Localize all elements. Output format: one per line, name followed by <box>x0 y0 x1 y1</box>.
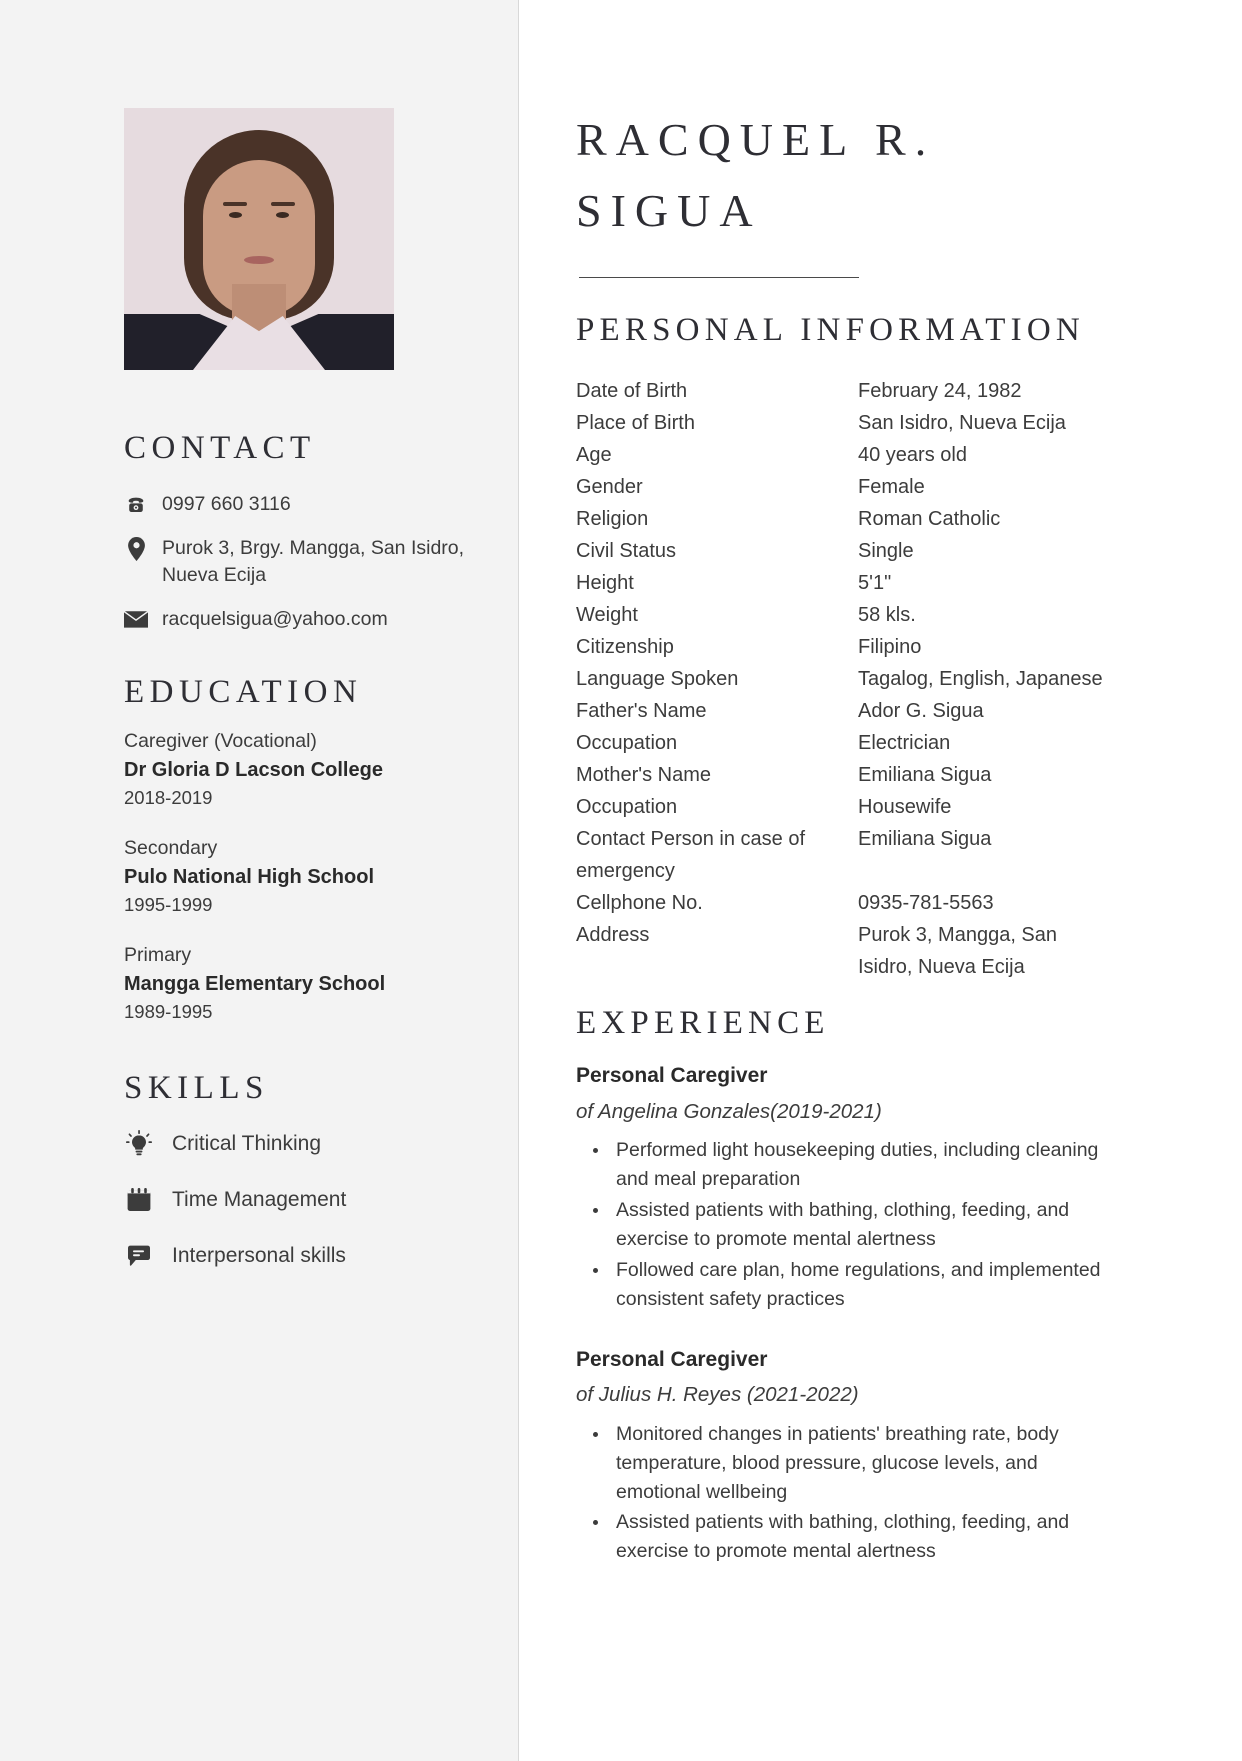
contact-item-address <box>124 535 472 590</box>
phone-icon <box>124 493 148 517</box>
info-label: Gender <box>576 476 643 499</box>
info-row <box>576 919 1112 983</box>
info-row <box>576 791 1112 823</box>
title-divider <box>579 277 859 279</box>
experience-bullet: • Followed care plan, home regulations, and implemented consistent safety practices <box>610 1256 1112 1314</box>
photo-eye-left <box>229 212 242 218</box>
main-column <box>519 0 1242 1761</box>
info-row <box>576 503 1112 535</box>
sidebar <box>0 0 519 1761</box>
info-value: 0935-781-5563 <box>858 892 994 915</box>
info-label: Citizenship <box>576 636 674 659</box>
info-row <box>576 631 1112 663</box>
contact-email-text: racquelsigua@yahoo.com <box>162 608 388 631</box>
education-years: 1989-1995 <box>124 1001 213 1023</box>
experience-item <box>576 1344 1112 1567</box>
speech-bubble-icon <box>124 1241 154 1271</box>
info-value: Purok 3, Mangga, San Isidro, Nueva Ecija <box>858 924 1058 979</box>
info-value: Housewife <box>858 796 952 819</box>
info-row <box>576 759 1112 791</box>
info-label: Language Spoken <box>576 668 739 691</box>
contact-address-text: Purok 3, Brgy. Mangga, San Isidro, Nueva Ecija <box>162 536 465 587</box>
experience-subtitle: of Angelina Gonzales(2019-2021) <box>576 1099 882 1123</box>
education-list <box>124 727 518 1026</box>
education-years: 1995-1999 <box>124 894 213 916</box>
info-value: Single <box>858 540 914 563</box>
contact-item-email <box>124 606 472 634</box>
info-row <box>576 567 1112 599</box>
personal-information-table <box>576 375 1112 983</box>
education-years: 2018-2019 <box>124 787 213 808</box>
info-label: Age <box>576 444 612 467</box>
info-label: Occupation <box>576 732 678 755</box>
experience-heading: EXPERIENCE <box>576 1005 830 1042</box>
photo-mouth <box>244 256 274 264</box>
education-item <box>124 834 474 919</box>
experience-item <box>576 1060 1112 1313</box>
info-row <box>576 887 1112 919</box>
experience-title: Personal Caregiver <box>576 1064 768 1088</box>
page-title: RACQUEL R. SIGUA <box>576 114 936 237</box>
info-value: Emiliana Sigua <box>858 828 992 851</box>
info-label: Contact Person in case of emergency <box>576 828 806 883</box>
calendar-icon <box>124 1185 154 1215</box>
info-value: February 24, 1982 <box>858 380 1022 403</box>
experience-title: Personal Caregiver <box>576 1347 768 1371</box>
info-label: Father's Name <box>576 700 707 723</box>
education-school: Dr Gloria D Lacson College <box>124 759 383 781</box>
experience-bullet: • Assisted patients with bathing, clothing, feeding, and exercise to promote mental alertness <box>610 1508 1112 1566</box>
info-value: 5'1" <box>858 572 892 595</box>
lightbulb-icon <box>124 1129 154 1159</box>
education-school: Pulo National High School <box>124 866 374 889</box>
experience-bullet: • Assisted patients with bathing, clothing, feeding, and exercise to promote mental alertness <box>610 1196 1112 1254</box>
contact-phone-text: 0997 660 3116 <box>162 493 291 515</box>
skill-item <box>124 1241 518 1271</box>
info-label: Mother's Name <box>576 764 711 787</box>
skill-item <box>124 1129 518 1159</box>
info-value: San Isidro, Nueva Ecija <box>858 412 1066 435</box>
info-label: Address <box>576 924 650 947</box>
photo-brow-left <box>223 202 247 206</box>
info-label: Religion <box>576 508 649 531</box>
experience-subtitle: of Julius H. Reyes (2021-2022) <box>576 1383 859 1407</box>
skill-item <box>124 1185 518 1215</box>
skills-list <box>124 1129 518 1271</box>
info-label: Occupation <box>576 796 678 819</box>
info-row <box>576 375 1112 407</box>
experience-bullets <box>610 1136 1112 1313</box>
education-level: Secondary <box>124 836 218 859</box>
education-level: Caregiver (Vocational) <box>124 729 317 752</box>
info-label: Cellphone No. <box>576 892 703 915</box>
info-value: Roman Catholic <box>858 508 1001 531</box>
photo-brow-right <box>271 202 295 206</box>
info-row <box>576 823 1112 887</box>
experience-bullet: • Monitored changes in patients' breathing rate, body temperature, blood pressure, glucose levels, and emotional wellbeing <box>610 1420 1112 1507</box>
skills-heading: SKILLS <box>124 1069 269 1106</box>
envelope-icon <box>124 608 148 632</box>
info-value: 58 kls. <box>858 604 916 627</box>
contact-list <box>124 491 518 634</box>
education-item <box>124 941 474 1026</box>
experience-bullet: • Performed light housekeeping duties, including cleaning and meal preparation <box>610 1136 1112 1194</box>
skill-label: Interpersonal skills <box>172 1243 346 1267</box>
info-label: Place of Birth <box>576 412 695 435</box>
info-row <box>576 727 1112 759</box>
education-level: Primary <box>124 943 192 966</box>
info-value: Electrician <box>858 732 951 755</box>
profile-photo <box>124 108 394 370</box>
personal-information-heading: PERSONAL INFORMATION <box>576 312 1085 349</box>
info-row <box>576 695 1112 727</box>
info-row <box>576 599 1112 631</box>
info-value: Emiliana Sigua <box>858 764 992 787</box>
info-row <box>576 407 1112 439</box>
info-value: 40 years old <box>858 444 967 467</box>
skill-label: Critical Thinking <box>172 1131 321 1155</box>
info-row <box>576 535 1112 567</box>
skill-label: Time Management <box>172 1187 347 1211</box>
info-label: Height <box>576 572 634 595</box>
info-label: Weight <box>576 604 638 627</box>
contact-heading: CONTACT <box>124 430 316 466</box>
info-label: Date of Birth <box>576 380 688 403</box>
info-value: Tagalog, English, Japanese <box>858 668 1103 691</box>
info-value: Ador G. Sigua <box>858 700 984 723</box>
education-heading: EDUCATION <box>124 673 363 710</box>
info-label: Civil Status <box>576 540 677 563</box>
education-school: Mangga Elementary School <box>124 973 386 996</box>
info-row <box>576 663 1112 695</box>
education-item <box>124 727 474 812</box>
info-row <box>576 439 1112 471</box>
info-value: Female <box>858 476 925 499</box>
photo-eye-right <box>276 212 289 218</box>
location-pin-icon <box>124 537 148 561</box>
info-row <box>576 471 1112 503</box>
experience-bullets <box>610 1420 1112 1566</box>
info-value: Filipino <box>858 636 922 659</box>
contact-item-phone <box>124 491 472 519</box>
